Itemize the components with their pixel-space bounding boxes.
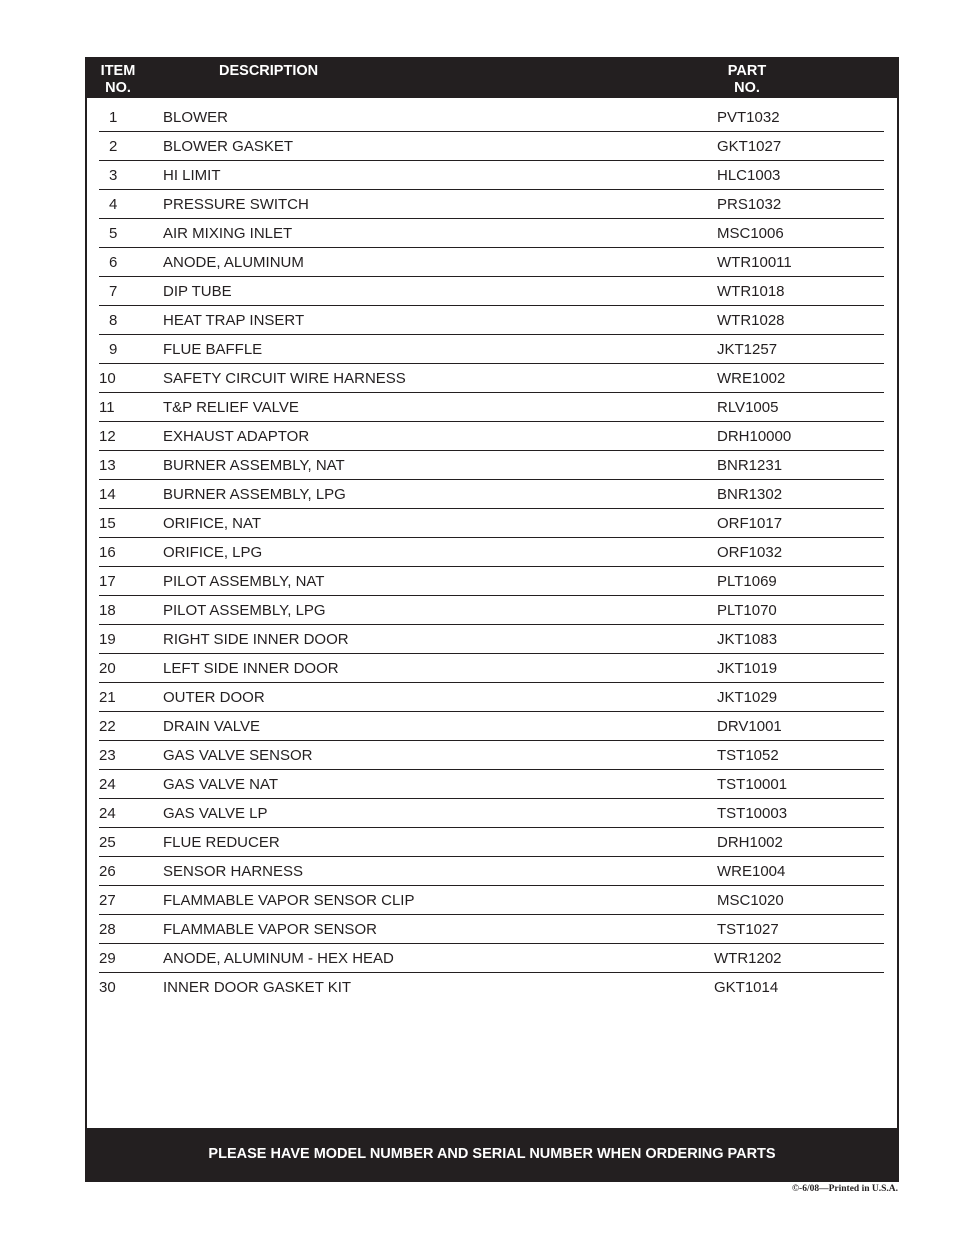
item-number: 24 bbox=[99, 776, 116, 793]
copyright-note: ©-6/08—Printed in U.S.A. bbox=[791, 1184, 898, 1194]
part-number: JKT1029 bbox=[717, 689, 778, 706]
item-description: BURNER ASSEMBLY, LPG bbox=[163, 486, 346, 503]
item-description: T&P RELIEF VALVE bbox=[163, 399, 299, 416]
part-number: JKT1257 bbox=[717, 341, 778, 358]
table-row bbox=[99, 828, 884, 857]
item-number: 14 bbox=[99, 486, 116, 503]
item-number: 28 bbox=[99, 921, 116, 938]
item-description: AIR MIXING INLET bbox=[163, 225, 293, 242]
part-number: PLT1069 bbox=[717, 573, 777, 590]
header-item-label: ITEM bbox=[100, 63, 136, 79]
part-number: BNR1302 bbox=[717, 486, 783, 503]
header-no-label: NO. bbox=[105, 80, 131, 96]
table-row bbox=[99, 306, 884, 335]
table-row bbox=[99, 509, 884, 538]
part-number: TST10001 bbox=[717, 776, 788, 793]
part-number: TST10003 bbox=[717, 805, 788, 822]
part-number: MSC1020 bbox=[717, 892, 784, 909]
item-number: 1 bbox=[109, 109, 118, 126]
ordering-notice-bar bbox=[87, 1128, 897, 1180]
table-row bbox=[99, 799, 884, 828]
parts-table-body bbox=[99, 103, 884, 1001]
item-description: BURNER ASSEMBLY, NAT bbox=[163, 457, 345, 474]
item-description: SAFETY CIRCUIT WIRE HARNESS bbox=[163, 370, 406, 387]
item-number: 9 bbox=[109, 341, 118, 358]
header-partno-label: NO. bbox=[734, 80, 760, 96]
table-row bbox=[99, 741, 884, 770]
part-number: WRE1002 bbox=[717, 370, 786, 387]
item-description: BLOWER bbox=[163, 109, 229, 126]
item-number: 21 bbox=[99, 689, 116, 706]
table-row bbox=[99, 161, 884, 190]
table-row bbox=[99, 944, 884, 973]
table-row bbox=[99, 538, 884, 567]
item-description: ANODE, ALUMINUM bbox=[163, 254, 304, 271]
table-row bbox=[99, 393, 884, 422]
item-description: FLAMMABLE VAPOR SENSOR bbox=[163, 921, 377, 938]
item-description: PILOT ASSEMBLY, LPG bbox=[163, 602, 326, 619]
part-number: PLT1070 bbox=[717, 602, 777, 619]
part-number: TST1027 bbox=[717, 921, 779, 938]
part-number: PRS1032 bbox=[717, 196, 782, 213]
part-number: HLC1003 bbox=[717, 167, 781, 184]
part-number: DRH10000 bbox=[717, 428, 792, 445]
part-number: ORF1032 bbox=[717, 544, 783, 561]
item-number: 6 bbox=[109, 254, 118, 271]
table-row bbox=[99, 132, 884, 161]
item-number: 23 bbox=[99, 747, 116, 764]
table-row bbox=[99, 422, 884, 451]
item-number: 30 bbox=[99, 979, 116, 996]
item-description: GAS VALVE NAT bbox=[163, 776, 279, 793]
item-number: 17 bbox=[99, 573, 116, 590]
header-part-label: PART bbox=[727, 63, 767, 79]
item-number: 19 bbox=[99, 631, 116, 648]
table-row bbox=[99, 480, 884, 509]
item-number: 10 bbox=[99, 370, 116, 387]
part-number: TST1052 bbox=[717, 747, 779, 764]
item-description: ORIFICE, LPG bbox=[163, 544, 263, 561]
table-row bbox=[99, 654, 884, 683]
table-row bbox=[99, 683, 884, 712]
part-number: JKT1019 bbox=[717, 660, 778, 677]
item-description: FLAMMABLE VAPOR SENSOR CLIP bbox=[163, 892, 415, 909]
item-number: 22 bbox=[99, 718, 116, 735]
item-description: SENSOR HARNESS bbox=[163, 863, 304, 880]
table-row bbox=[99, 625, 884, 654]
ordering-notice: PLEASE HAVE MODEL NUMBER AND SERIAL NUMBER WHEN ORDERING PARTS bbox=[208, 1146, 776, 1162]
table-row bbox=[99, 886, 884, 915]
table-row bbox=[99, 567, 884, 596]
part-number: MSC1006 bbox=[717, 225, 784, 242]
item-number: 12 bbox=[99, 428, 116, 445]
part-number: ORF1017 bbox=[717, 515, 783, 532]
table-row bbox=[99, 451, 884, 480]
item-number: 13 bbox=[99, 457, 116, 474]
item-description: GAS VALVE LP bbox=[163, 805, 268, 822]
part-number: JKT1083 bbox=[717, 631, 778, 648]
header-description: DESCRIPTION bbox=[219, 63, 319, 79]
table-row bbox=[99, 712, 884, 741]
table-row bbox=[99, 248, 884, 277]
item-description: ANODE, ALUMINUM - HEX HEAD bbox=[163, 950, 394, 967]
item-description: PILOT ASSEMBLY, NAT bbox=[163, 573, 325, 590]
item-description: HEAT TRAP INSERT bbox=[163, 312, 305, 329]
item-number: 27 bbox=[99, 892, 116, 909]
item-number: 7 bbox=[109, 283, 118, 300]
part-number: GKT1014 bbox=[714, 979, 779, 996]
item-description: DRAIN VALVE bbox=[163, 718, 260, 735]
table-row bbox=[99, 190, 884, 219]
table-row bbox=[99, 770, 884, 799]
item-number: 25 bbox=[99, 834, 116, 851]
item-number: 3 bbox=[109, 167, 118, 184]
item-number: 15 bbox=[99, 515, 116, 532]
header-item-no bbox=[87, 63, 149, 97]
part-number: WTR1202 bbox=[714, 950, 782, 967]
part-number: RLV1005 bbox=[717, 399, 779, 416]
item-number: 20 bbox=[99, 660, 116, 677]
item-number: 8 bbox=[109, 312, 118, 329]
item-number: 29 bbox=[99, 950, 116, 967]
item-number: 16 bbox=[99, 544, 116, 561]
item-description: BLOWER GASKET bbox=[163, 138, 294, 155]
item-description: LEFT SIDE INNER DOOR bbox=[163, 660, 339, 677]
item-number: 4 bbox=[109, 196, 118, 213]
part-number: BNR1231 bbox=[717, 457, 783, 474]
header-part-no bbox=[707, 63, 787, 97]
part-number: WTR10011 bbox=[717, 254, 792, 271]
item-description: EXHAUST ADAPTOR bbox=[163, 428, 310, 445]
part-number: WRE1004 bbox=[717, 863, 786, 880]
item-number: 5 bbox=[109, 225, 118, 242]
table-row bbox=[99, 857, 884, 886]
item-description: PRESSURE SWITCH bbox=[163, 196, 309, 213]
table-row bbox=[99, 335, 884, 364]
item-description: RIGHT SIDE INNER DOOR bbox=[163, 631, 349, 648]
table-row bbox=[99, 596, 884, 625]
part-number: DRH1002 bbox=[717, 834, 783, 851]
part-number: DRV1001 bbox=[717, 718, 782, 735]
table-row bbox=[99, 219, 884, 248]
item-description: FLUE REDUCER bbox=[163, 834, 280, 851]
item-description: INNER DOOR GASKET KIT bbox=[163, 979, 352, 996]
part-number: WTR1018 bbox=[717, 283, 785, 300]
table-header bbox=[87, 59, 897, 98]
table-row bbox=[99, 364, 884, 393]
item-description: OUTER DOOR bbox=[163, 689, 265, 706]
item-number: 18 bbox=[99, 602, 116, 619]
item-description: GAS VALVE SENSOR bbox=[163, 747, 313, 764]
item-number: 11 bbox=[99, 399, 115, 416]
item-description: FLUE BAFFLE bbox=[163, 341, 263, 358]
item-description: HI LIMIT bbox=[163, 167, 221, 184]
item-description: DIP TUBE bbox=[163, 283, 232, 300]
table-row bbox=[99, 915, 884, 944]
item-number: 2 bbox=[109, 138, 118, 155]
item-number: 24 bbox=[99, 805, 116, 822]
item-number: 26 bbox=[99, 863, 116, 880]
part-number: PVT1032 bbox=[717, 109, 780, 126]
item-description: ORIFICE, NAT bbox=[163, 515, 262, 532]
part-number: WTR1028 bbox=[717, 312, 785, 329]
table-row bbox=[99, 973, 884, 1001]
table-row bbox=[99, 277, 884, 306]
table-row bbox=[99, 103, 884, 132]
parts-list-frame bbox=[85, 57, 899, 1182]
part-number: GKT1027 bbox=[717, 138, 782, 155]
